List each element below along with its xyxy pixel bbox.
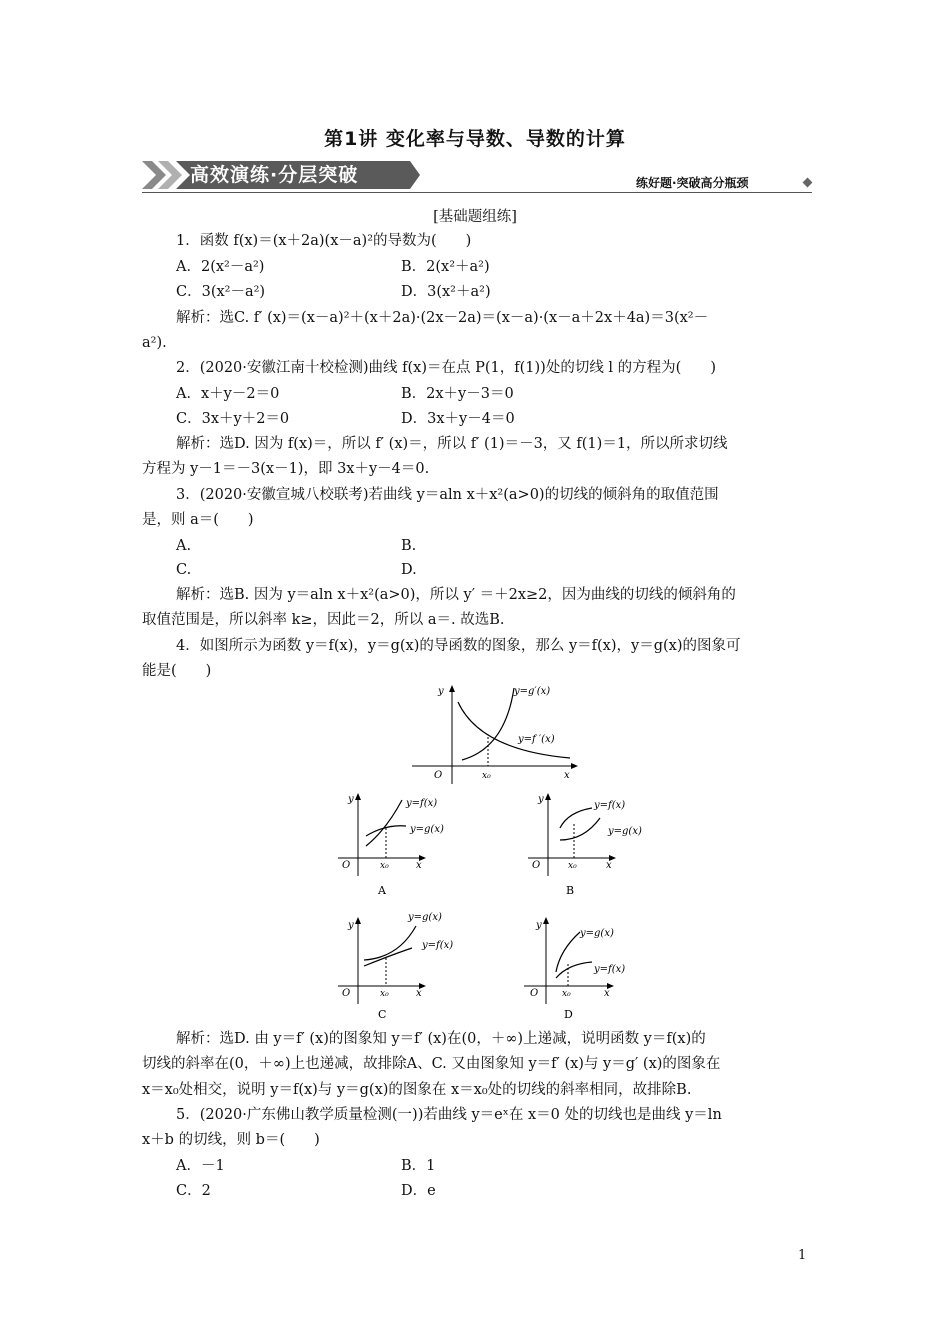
origin-label: O (434, 770, 443, 781)
option-3c: C. (176, 562, 192, 578)
option-graph-d (522, 908, 652, 1020)
solution-3-line2: 取值范围是，所以斜率 k≥，因此＝2，所以 a＝. 故选B. (142, 612, 505, 628)
x0-label: x₀ (482, 771, 491, 781)
solution-1-line1: 解析：选C. f′ (x)＝(x－a)²＋(x＋2a)·(2x－2a)＝(x－a)·(x－a＋2x＋4a)＝3(x²－ (176, 310, 709, 326)
option-5d: D．e (401, 1183, 436, 1199)
fprime-label: y=f ′(x) (518, 734, 555, 745)
option-letter: C (378, 1008, 387, 1020)
y-axis-label: y (538, 794, 544, 805)
option-2c: C．3x＋y＋2＝0 (176, 411, 290, 427)
banner-label: 高效演练·分层突破 (190, 164, 359, 186)
x0-label: x₀ (380, 861, 389, 871)
option-letter: B (566, 884, 575, 897)
option-3d: D. (401, 562, 417, 578)
option-1b: B．2(x²＋a²) (401, 259, 490, 275)
option-1d: D．3(x²＋a²) (401, 284, 491, 300)
question-1: 1．函数 f(x)＝(x＋2a)(x－a)²的导数为( ) (176, 233, 472, 249)
y-axis-label: y (536, 920, 542, 931)
g-curve (560, 818, 600, 840)
section-heading: [基础题组练] (433, 209, 517, 225)
g-label: y=g(x) (408, 912, 442, 923)
origin-label: O (532, 860, 541, 871)
x0-label: x₀ (568, 861, 577, 871)
f-label: y=f(x) (594, 800, 626, 811)
option-graph-b (526, 788, 656, 900)
g-label: y=g(x) (410, 824, 444, 835)
g-label: y=g(x) (608, 826, 642, 837)
option-graph-c (336, 908, 466, 1020)
banner-tagline: 练好题·突破高分瓶颈 (636, 176, 749, 190)
question-4-line1: 4．如图所示为函数 y＝f(x)，y＝g(x)的导函数的图象，那么 y＝f(x)，y＝g(x)的图象可 (176, 638, 741, 654)
question-3-line2: 是，则 a＝( ) (142, 512, 254, 528)
question-2: 2．(2020·安徽江南十校检测)曲线 f(x)＝在点 P(1，f(1))处的切线 l 的方程为( ) (176, 360, 716, 376)
derivative-graph (410, 680, 582, 788)
option-letter: D (564, 1008, 573, 1020)
question-3-line1: 3．(2020·安徽宣城八校联考)若曲线 y＝aln x＋x²(a>0)的切线的倾斜角的取值范围 (176, 487, 719, 503)
option-letter: A (378, 884, 386, 897)
option-graph-a (336, 788, 466, 900)
x-axis-label: x (606, 860, 612, 871)
solution-2-line1: 解析：选D. 因为 f(x)＝，所以 f′ (x)＝，所以 f′ (1)＝－3，又 f(1)＝1，所以所求切线 (176, 436, 728, 452)
x-axis-label: x (564, 770, 570, 781)
f-label: y=f(x) (594, 964, 626, 975)
option-1a: A．2(x²－a²) (176, 259, 265, 275)
x-axis-label: x (416, 988, 422, 999)
f-curve (366, 800, 402, 846)
option-5b: B．1 (401, 1158, 436, 1174)
x0-label: x₀ (380, 989, 389, 999)
y-axis-label: y (438, 686, 444, 697)
f-curve (556, 962, 592, 978)
page-title: 第1讲 变化率与导数、导数的计算 (324, 128, 626, 150)
origin-label: O (530, 988, 539, 999)
f-label: y=f(x) (406, 798, 438, 809)
question-4-line2: 能是( ) (142, 663, 212, 679)
gprime-label: y=g′(x) (514, 686, 551, 697)
option-1c: C．3(x²－a²) (176, 284, 266, 300)
banner-divider (142, 192, 812, 193)
option-5c: C．2 (176, 1183, 211, 1199)
x-axis-label: x (604, 988, 610, 999)
f-curve (364, 948, 412, 966)
page-number: 1 (798, 1248, 807, 1263)
option-2d: D．3x＋y－4＝0 (401, 411, 515, 427)
g-curve (366, 826, 406, 836)
option-5a: A．－1 (176, 1158, 225, 1174)
origin-label: O (342, 860, 351, 871)
solution-2-line2: 方程为 y－1＝－3(x－1)，即 3x＋y－4＝0. (142, 461, 430, 477)
f-label: y=f(x) (422, 940, 454, 951)
solution-4-line1: 解析：选D. 由 y＝f′ (x)的图象知 y＝f′ (x)在(0，＋∞)上递减，说明函数 y＝f(x)的 (176, 1031, 706, 1047)
option-2b: B．2x＋y－3＝0 (401, 386, 514, 402)
solution-4-line3: x＝x₀处相交，说明 y＝f(x)与 y＝g(x)的图象在 x＝x₀处的切线的斜率相同，故排除B. (142, 1082, 692, 1098)
f-curve (560, 808, 592, 828)
g-curve (364, 926, 416, 960)
origin-label: O (342, 988, 351, 999)
fprime-curve (458, 702, 570, 758)
solution-3-line1: 解析：选B. 因为 y＝aln x＋x²(a>0)，所以 y′ ＝＋2x≥2，因为曲线的切线的倾斜角的 (176, 587, 736, 603)
x0-label: x₀ (562, 989, 571, 999)
solution-4-line2: 切线的斜率在(0，＋∞)上也递减，故排除A、C. 又由图象知 y＝f′ (x)与 y＝g′ (x)的图象在 (142, 1056, 721, 1072)
diamond-icon (803, 178, 813, 188)
option-2a: A．x＋y－2＝0 (176, 386, 280, 402)
y-axis-label: y (348, 920, 354, 931)
g-label: y=g(x) (580, 928, 614, 939)
x-axis-label: x (416, 860, 422, 871)
y-axis-label: y (348, 794, 354, 805)
option-3b: B. (401, 538, 417, 554)
question-5-line1: 5．(2020·广东佛山教学质量检测(一))若曲线 y＝eˣ在 x＝0 处的切线也是曲线 y＝ln (176, 1107, 722, 1123)
question-5-line2: x＋b 的切线，则 b＝( ) (142, 1132, 320, 1148)
option-3a: A. (176, 538, 192, 554)
solution-1-line2: a²). (142, 335, 167, 351)
